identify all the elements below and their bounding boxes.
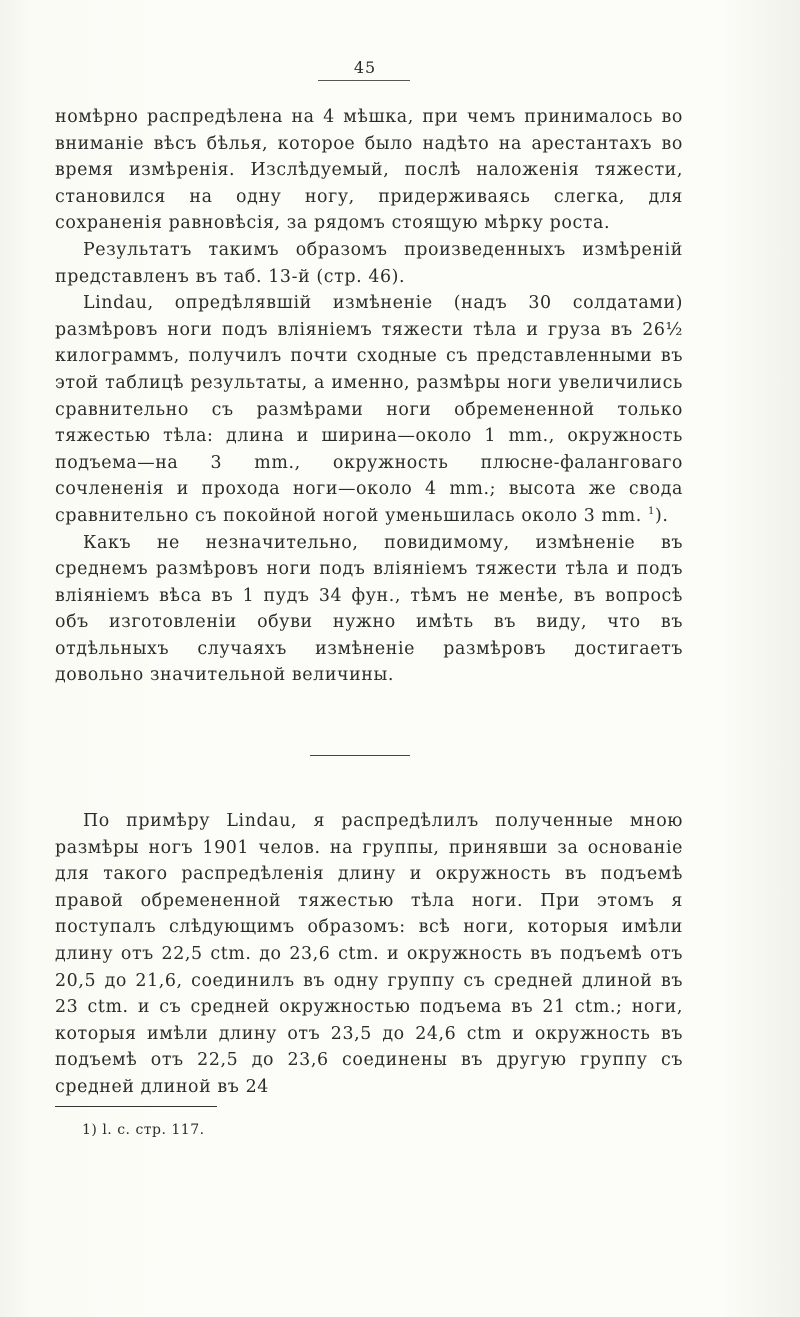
section-separator (310, 755, 410, 756)
footnote-rule (55, 1106, 217, 1107)
footnote (82, 1122, 205, 1138)
footnote-text: l. c. стр. 117. (102, 1122, 205, 1138)
main-text-continued (55, 808, 683, 1101)
paragraph-3: Lindau, опредѣлявшій измѣненіе (надъ 30 солдатами) размѣровъ ноги подъ вліяніемъ тяжести тѣла и груза въ 26½ килограммъ, получилъ почти сходные съ представленными въ этой таблицѣ результаты, а именно, размѣры ноги увеличились сравнительно съ размѣрами ноги обремененной только тяжестью тѣла: длина и ширина—около 1 mm., окружность подъема—на 3 mm., окружность плюсне-фаланговаго сочлененія и прохода ноги—около 4 mm.; высота же свода сравнительно съ покойной ногой уменьшилась около 3 mm. $^1$). (55, 293, 683, 526)
paragraph-4: Какъ не незначительно, повидимому, измѣненіе въ среднемъ размѣровъ ноги подъ вліяніемъ тяжести тѣла и подъ вліяніемъ вѣса въ 1 пудъ 34 фун., тѣмъ не менѣе, въ вопросѣ объ изготовленіи обуви нужно имѣть въ виду, что въ отдѣльныхъ случаяхъ измѣненіе размѣровъ достигаетъ довольно значительной величины. (55, 532, 683, 686)
paragraph-1: номѣрно распредѣлена на 4 мѣшка, при чемъ принималось во вниманіе вѣсъ бѣлья, которое было надѣто на арестантахъ во время измѣренія. Изслѣдуемый, послѣ наложенія тяжести, становился на одну ногу, придерживаясь слегка, для сохраненія равновѣсія, за рядомъ стоящую мѣрку роста. (55, 107, 683, 234)
paragraph-5: По примѣру Lindau, я распредѣлилъ полученные мною размѣры ногъ 1901 челов. на группы, принявши за основаніе для такого распредѣленія длину и окружность въ подъемѣ правой обремененной тяжестью тѣла ноги. При этомъ я поступалъ слѣдующимъ образомъ: всѣ ноги, которыя имѣли длину отъ 22,5 ctm. до 23,6 ctm. и окружность въ подъемѣ отъ 20,5 до 21,6, соединилъ въ одну группу съ средней длиной въ 23 ctm. и съ средней окружностью подъема въ 21 ctm.; ноги, которыя имѣли длину отъ 23,5 до 24,6 ctm и окружность въ подъемѣ отъ 22,5 до 23,6 соединены въ другую группу съ средней длиной въ 24 (55, 811, 683, 1097)
page-number-rule (318, 80, 410, 81)
paragraph-3-text: Lindau, опредѣлявшій измѣненіе (надъ 30 солдатами) размѣровъ ноги подъ вліяніемъ тяжести тѣла и груза въ 26½ килограммъ, получилъ почти сходные съ представленными въ этой таблицѣ результаты, а именно, размѣры ноги увеличились сравнительно съ размѣрами ноги обремененной только тяжестью тѣла: длина и ширина—около 1 mm., окружность подъема—на 3 mm., окружность плюсне-фаланговаго сочлененія и прохода ноги—около 4 mm.; высота же свода сравнительно съ покойной ногой уменьшилась около 3 mm. (55, 293, 683, 526)
footnote-reference: 1 (648, 506, 655, 518)
paragraph-2: Результатъ такимъ образомъ произведенныхъ измѣреній представленъ въ таб. 13-й (стр. 46). (55, 239, 683, 287)
page-number: 45 (353, 58, 377, 77)
main-text (55, 104, 683, 689)
footnote-mark: 1) (82, 1122, 98, 1138)
